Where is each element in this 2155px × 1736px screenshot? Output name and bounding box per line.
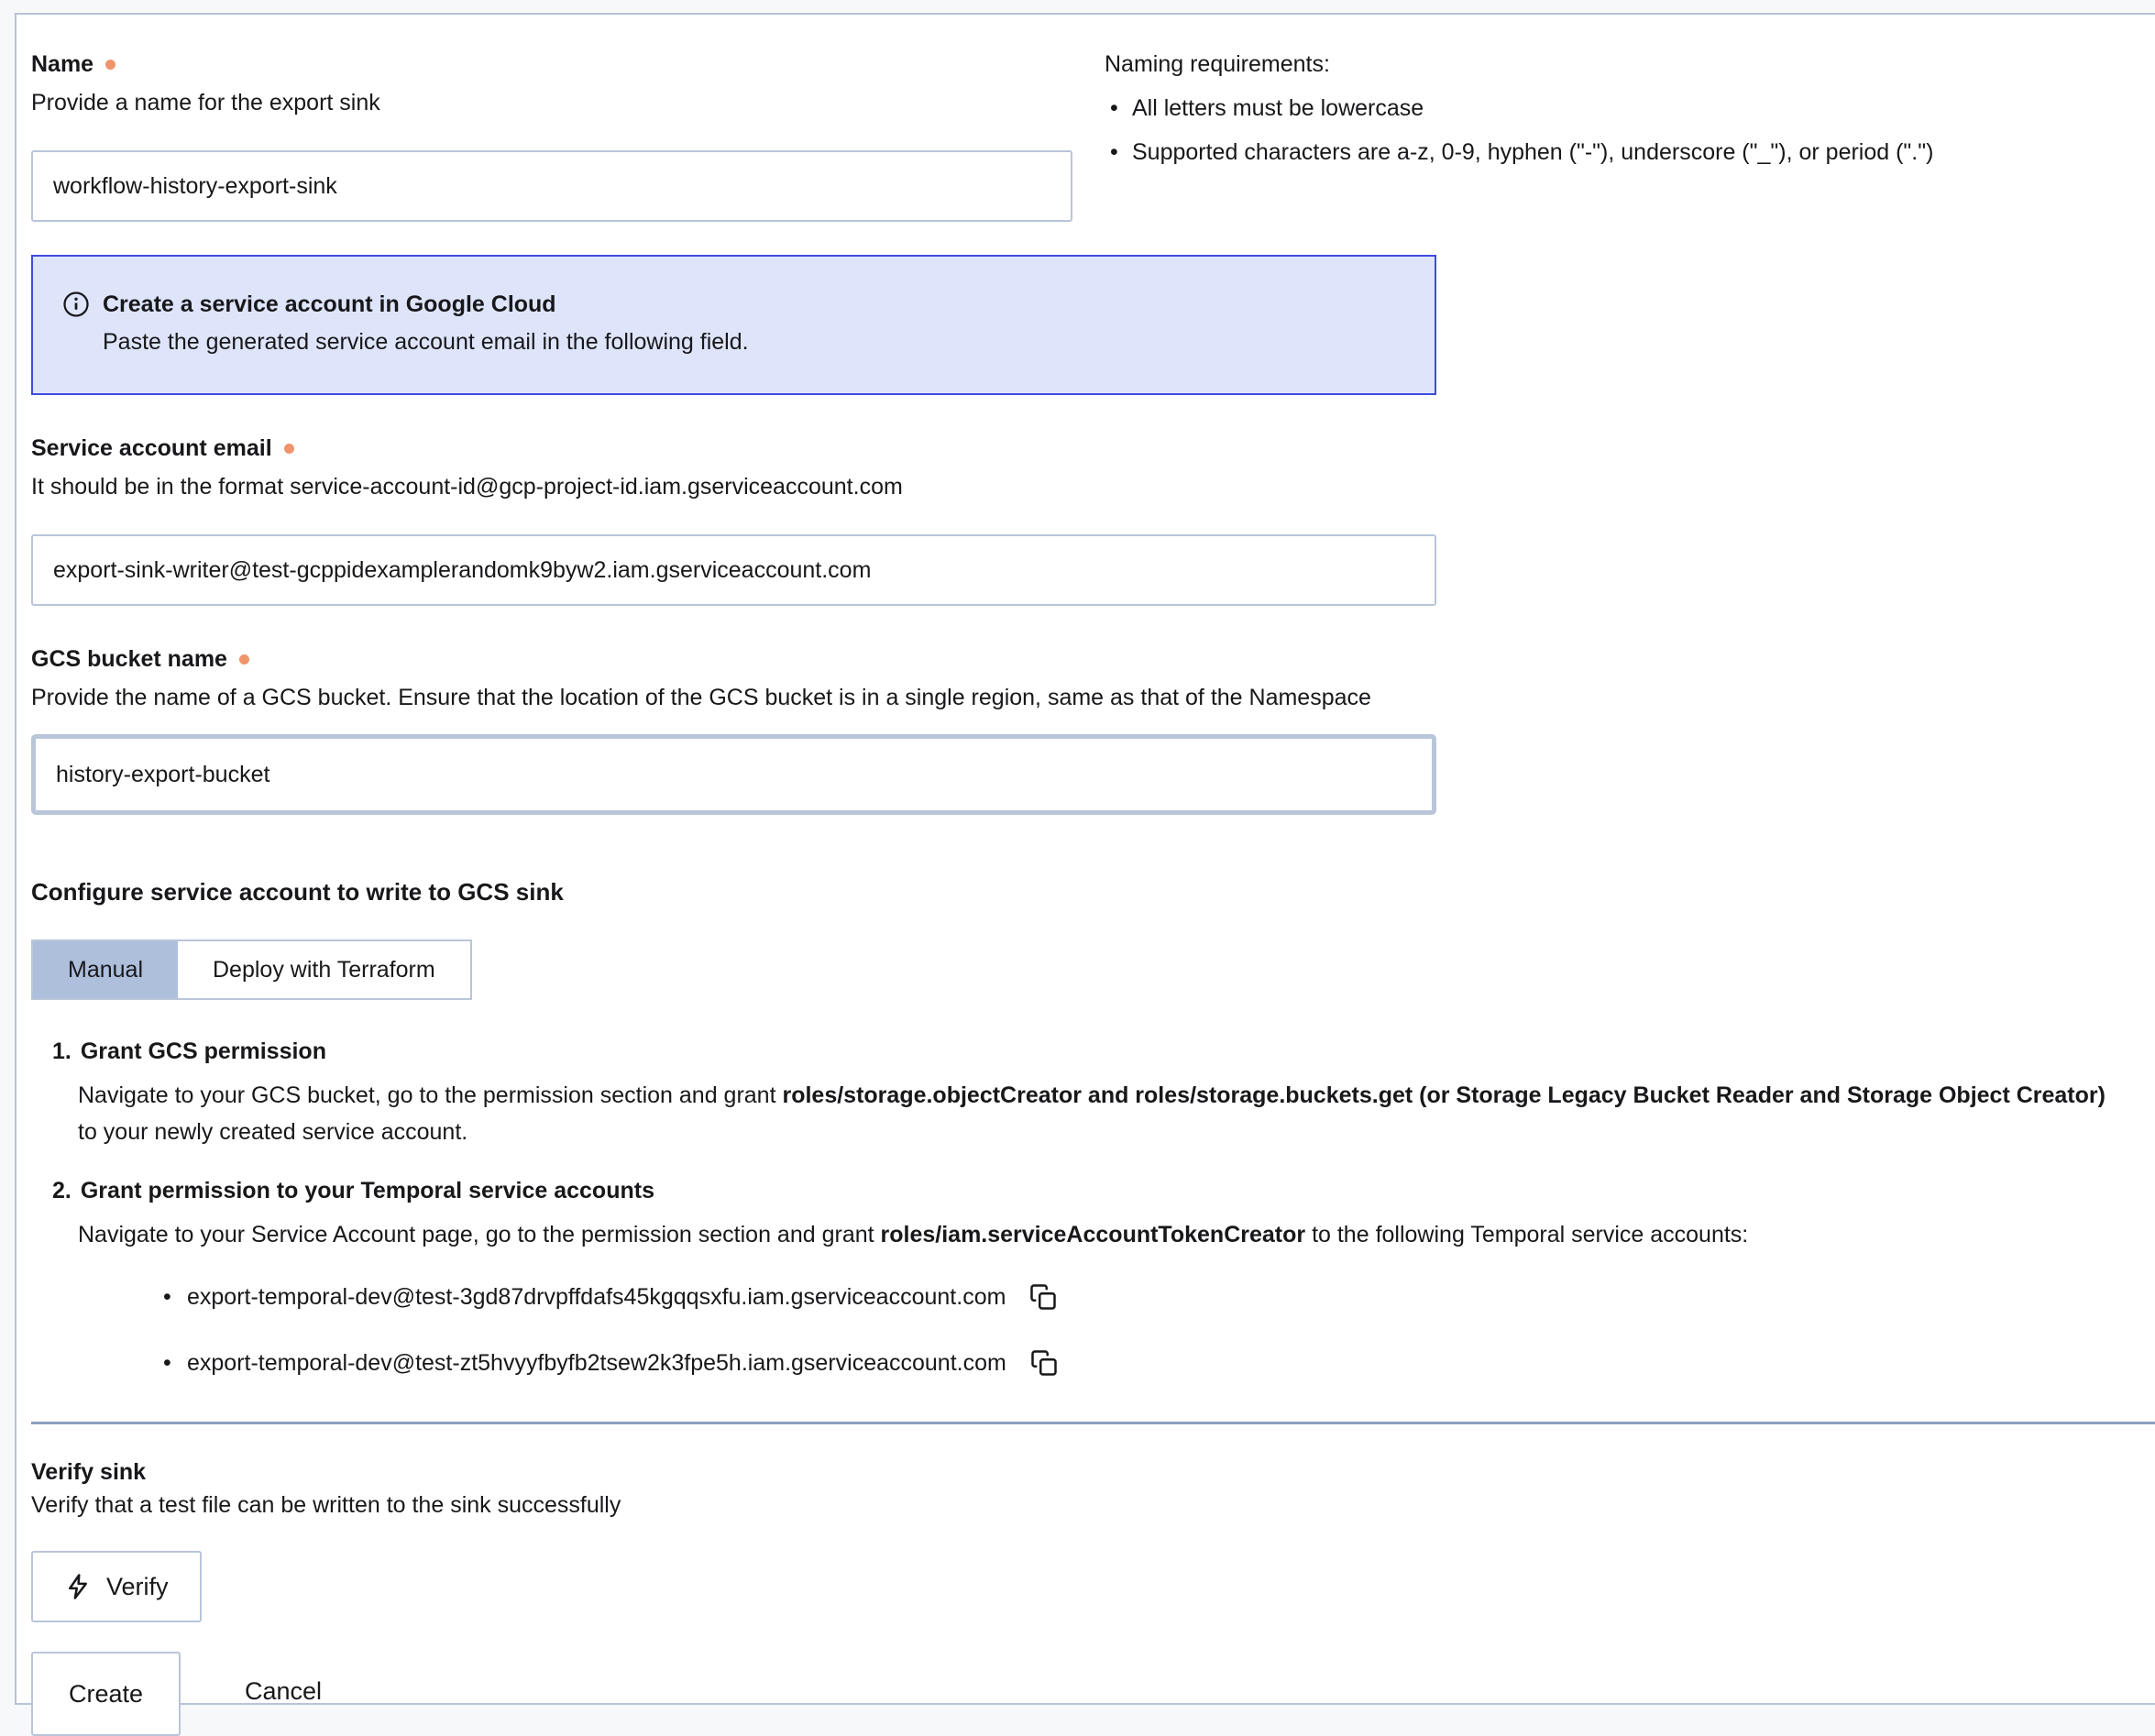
service-account-email-input[interactable] <box>31 534 1436 606</box>
copy-button[interactable] <box>1029 1283 1057 1311</box>
configure-tabs <box>31 939 472 1000</box>
gcs-bucket-description: Provide the name of a GCS bucket. Ensure that the location of the GCS bucket is in a single region, same as that of the Namespace <box>31 685 1371 710</box>
info-icon <box>62 291 90 318</box>
step-grant-gcs-permission <box>52 1035 2155 1150</box>
gcs-bucket-label: GCS bucket name <box>31 646 227 672</box>
temporal-service-account-email: • export-temporal-dev@test-zt5hvyyfbyfb2tsew2k3fpe5h.iam.gserviceaccount.com <box>187 1350 1006 1376</box>
copy-button[interactable] <box>1030 1349 1058 1377</box>
step-number: 2. <box>52 1178 71 1203</box>
info-banner-title: Create a service account in Google Cloud <box>103 291 556 317</box>
service-account-email-label-row <box>31 432 2155 465</box>
temporal-service-account-item <box>163 1346 2155 1379</box>
name-description: Provide a name for the export sink <box>31 90 380 115</box>
verify-sink-heading: Verify sink <box>31 1459 147 1485</box>
verify-sink-description: Verify that a test file can be written to the sink successfully <box>31 1492 621 1518</box>
service-account-email-description: It should be in the format service-account-id@gcp-project-id.iam.gserviceaccount.com <box>31 474 903 500</box>
lightning-bolt-icon <box>64 1573 92 1600</box>
verify-button[interactable]: Verify <box>31 1551 202 1622</box>
name-field-label-row <box>31 48 1105 81</box>
export-sink-form-panel <box>15 13 2155 1708</box>
sink-name-input[interactable] <box>31 150 1072 222</box>
manual-steps <box>52 1035 2155 1379</box>
cancel-button[interactable]: Cancel <box>239 1652 327 1707</box>
temporal-service-accounts-list <box>163 1280 2155 1379</box>
tab-deploy-with-terraform[interactable]: Deploy with Terraform <box>178 941 470 998</box>
step-grant-temporal-permission <box>52 1174 2155 1379</box>
step-body: Navigate to your Service Account page, go to the permission section and grant roles/iam.serviceAccountTokenCreator to the following Temporal service accounts: <box>78 1222 1749 1247</box>
required-dot-icon <box>284 444 294 454</box>
section-divider <box>31 1422 2155 1424</box>
step-title: Grant GCS permission <box>80 1038 326 1064</box>
temporal-service-account-email: • export-temporal-dev@test-3gd87drvpffdafs45kgqqsxfu.iam.gserviceaccount.com <box>187 1284 1006 1310</box>
tab-manual[interactable]: Manual <box>33 941 178 998</box>
naming-requirements-title: Naming requirements: <box>1105 51 1330 77</box>
copy-icon <box>1030 1349 1058 1377</box>
name-label: Name <box>31 51 94 77</box>
info-banner <box>31 255 1436 395</box>
step-title: Grant permission to your Temporal service accounts <box>80 1178 654 1203</box>
service-account-email-label: Service account email <box>31 435 272 461</box>
naming-requirements-list <box>1105 92 2155 169</box>
form-actions <box>31 1652 2155 1736</box>
copy-icon <box>1029 1283 1057 1311</box>
create-button[interactable]: Create <box>31 1652 181 1736</box>
naming-requirement-item: • Supported characters are a-z, 0-9, hyphen ("-"), underscore ("_"), or period (".") <box>1105 136 2155 169</box>
step-number: 1. <box>52 1038 71 1064</box>
info-banner-description: Paste the generated service account email in the following field. <box>103 329 749 355</box>
required-dot-icon <box>105 60 115 70</box>
required-dot-icon <box>239 654 249 665</box>
gcs-bucket-label-row <box>31 643 2155 676</box>
configure-section-heading: Configure service account to write to GCS sink <box>31 878 564 906</box>
temporal-service-account-item <box>163 1280 2155 1313</box>
naming-requirement-item: • All letters must be lowercase <box>1105 92 2155 125</box>
gcs-bucket-input[interactable] <box>31 734 1436 815</box>
step-body: Navigate to your GCS bucket, go to the permission section and grant roles/storage.objectCreator and roles/storage.buckets.get (or Storage Legacy Bucket Reader and Storage Object Creator) to your newly created service account. <box>78 1082 2106 1145</box>
